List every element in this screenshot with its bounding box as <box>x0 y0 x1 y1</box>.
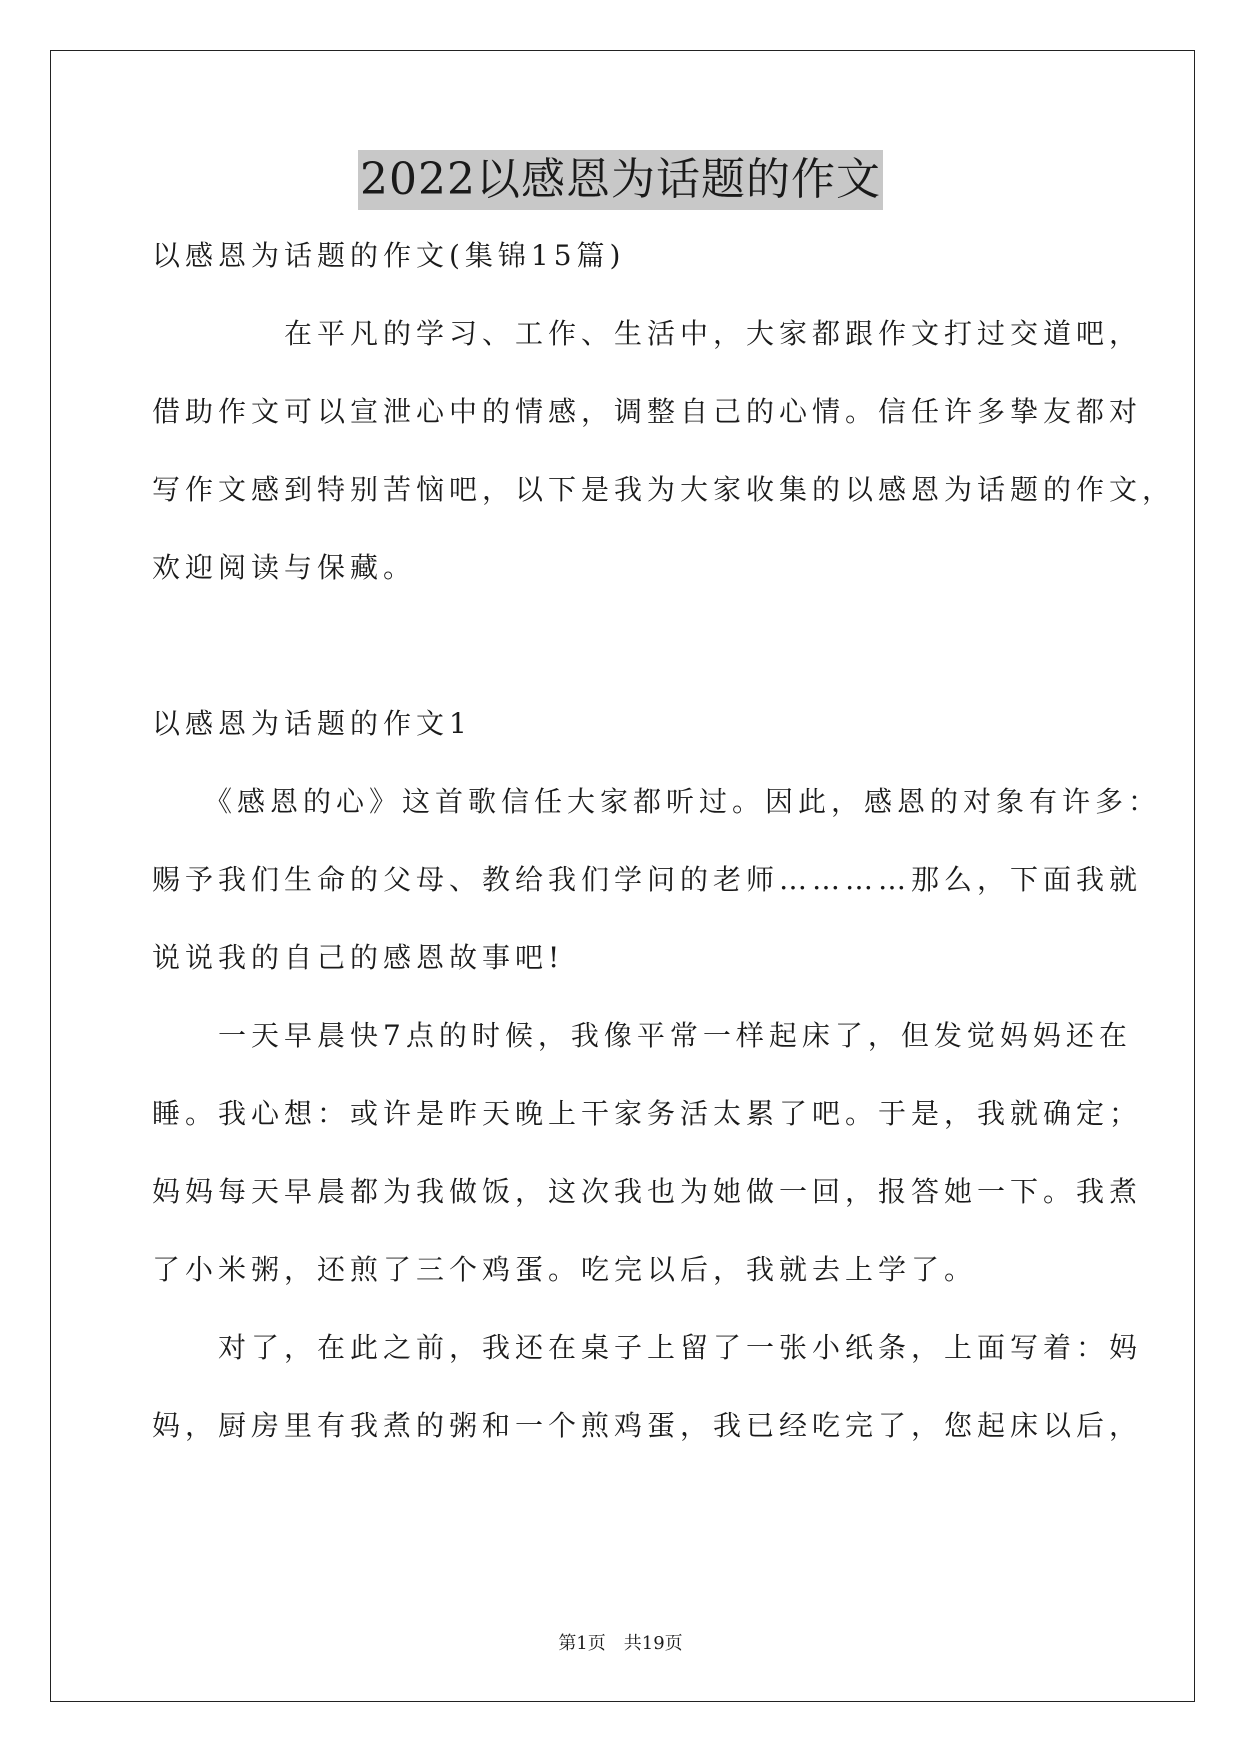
subtitle-line: 以感恩为话题的作文(集锦15篇) <box>152 239 626 272</box>
body-line-2: 赐予我们生命的父母、教给我们学问的老师…………那么，下面我就 <box>152 863 1143 896</box>
body-line-3: 说说我的自己的感恩故事吧! <box>152 941 565 974</box>
body-line-7: 了小米粥，还煎了三个鸡蛋。吃完以后，我就去上学了。 <box>152 1253 978 1286</box>
title-wrap <box>0 150 1241 210</box>
body-line-4: 一天早晨快7点的时候，我像平常一样起床了，但发觉妈妈还在 <box>152 1019 1132 1052</box>
body-line-6: 妈妈每天早晨都为我做饭，这次我也为她做一回，报答她一下。我煮 <box>152 1175 1143 1208</box>
intro-line-1: 在平凡的学习、工作、生活中，大家都跟作文打过交道吧， <box>152 317 1143 350</box>
body-line-8: 对了，在此之前，我还在桌子上留了一张小纸条，上面写着：妈 <box>152 1331 1143 1364</box>
intro-line-3: 写作文感到特别苦恼吧，以下是我为大家收集的以感恩为话题的作文， <box>152 473 1176 506</box>
intro-line-4: 欢迎阅读与保藏。 <box>152 551 417 584</box>
section-heading: 以感恩为话题的作文1 <box>152 707 472 740</box>
body-line-1: 《感恩的心》这首歌信任大家都听过。因此，感恩的对象有许多： <box>152 785 1162 818</box>
body-line-9: 妈，厨房里有我煮的粥和一个煎鸡蛋，我已经吃完了，您起床以后， <box>152 1409 1143 1442</box>
page-footer: 第1页 共19页 <box>558 1633 683 1654</box>
body-line-5: 睡。我心想：或许是昨天晚上干家务活太累了吧。于是，我就确定； <box>152 1097 1143 1130</box>
intro-line-2: 借助作文可以宣泄心中的情感，调整自己的心情。信任许多挚友都对 <box>152 395 1143 428</box>
document-title: 2022以感恩为话题的作文 <box>358 150 883 210</box>
